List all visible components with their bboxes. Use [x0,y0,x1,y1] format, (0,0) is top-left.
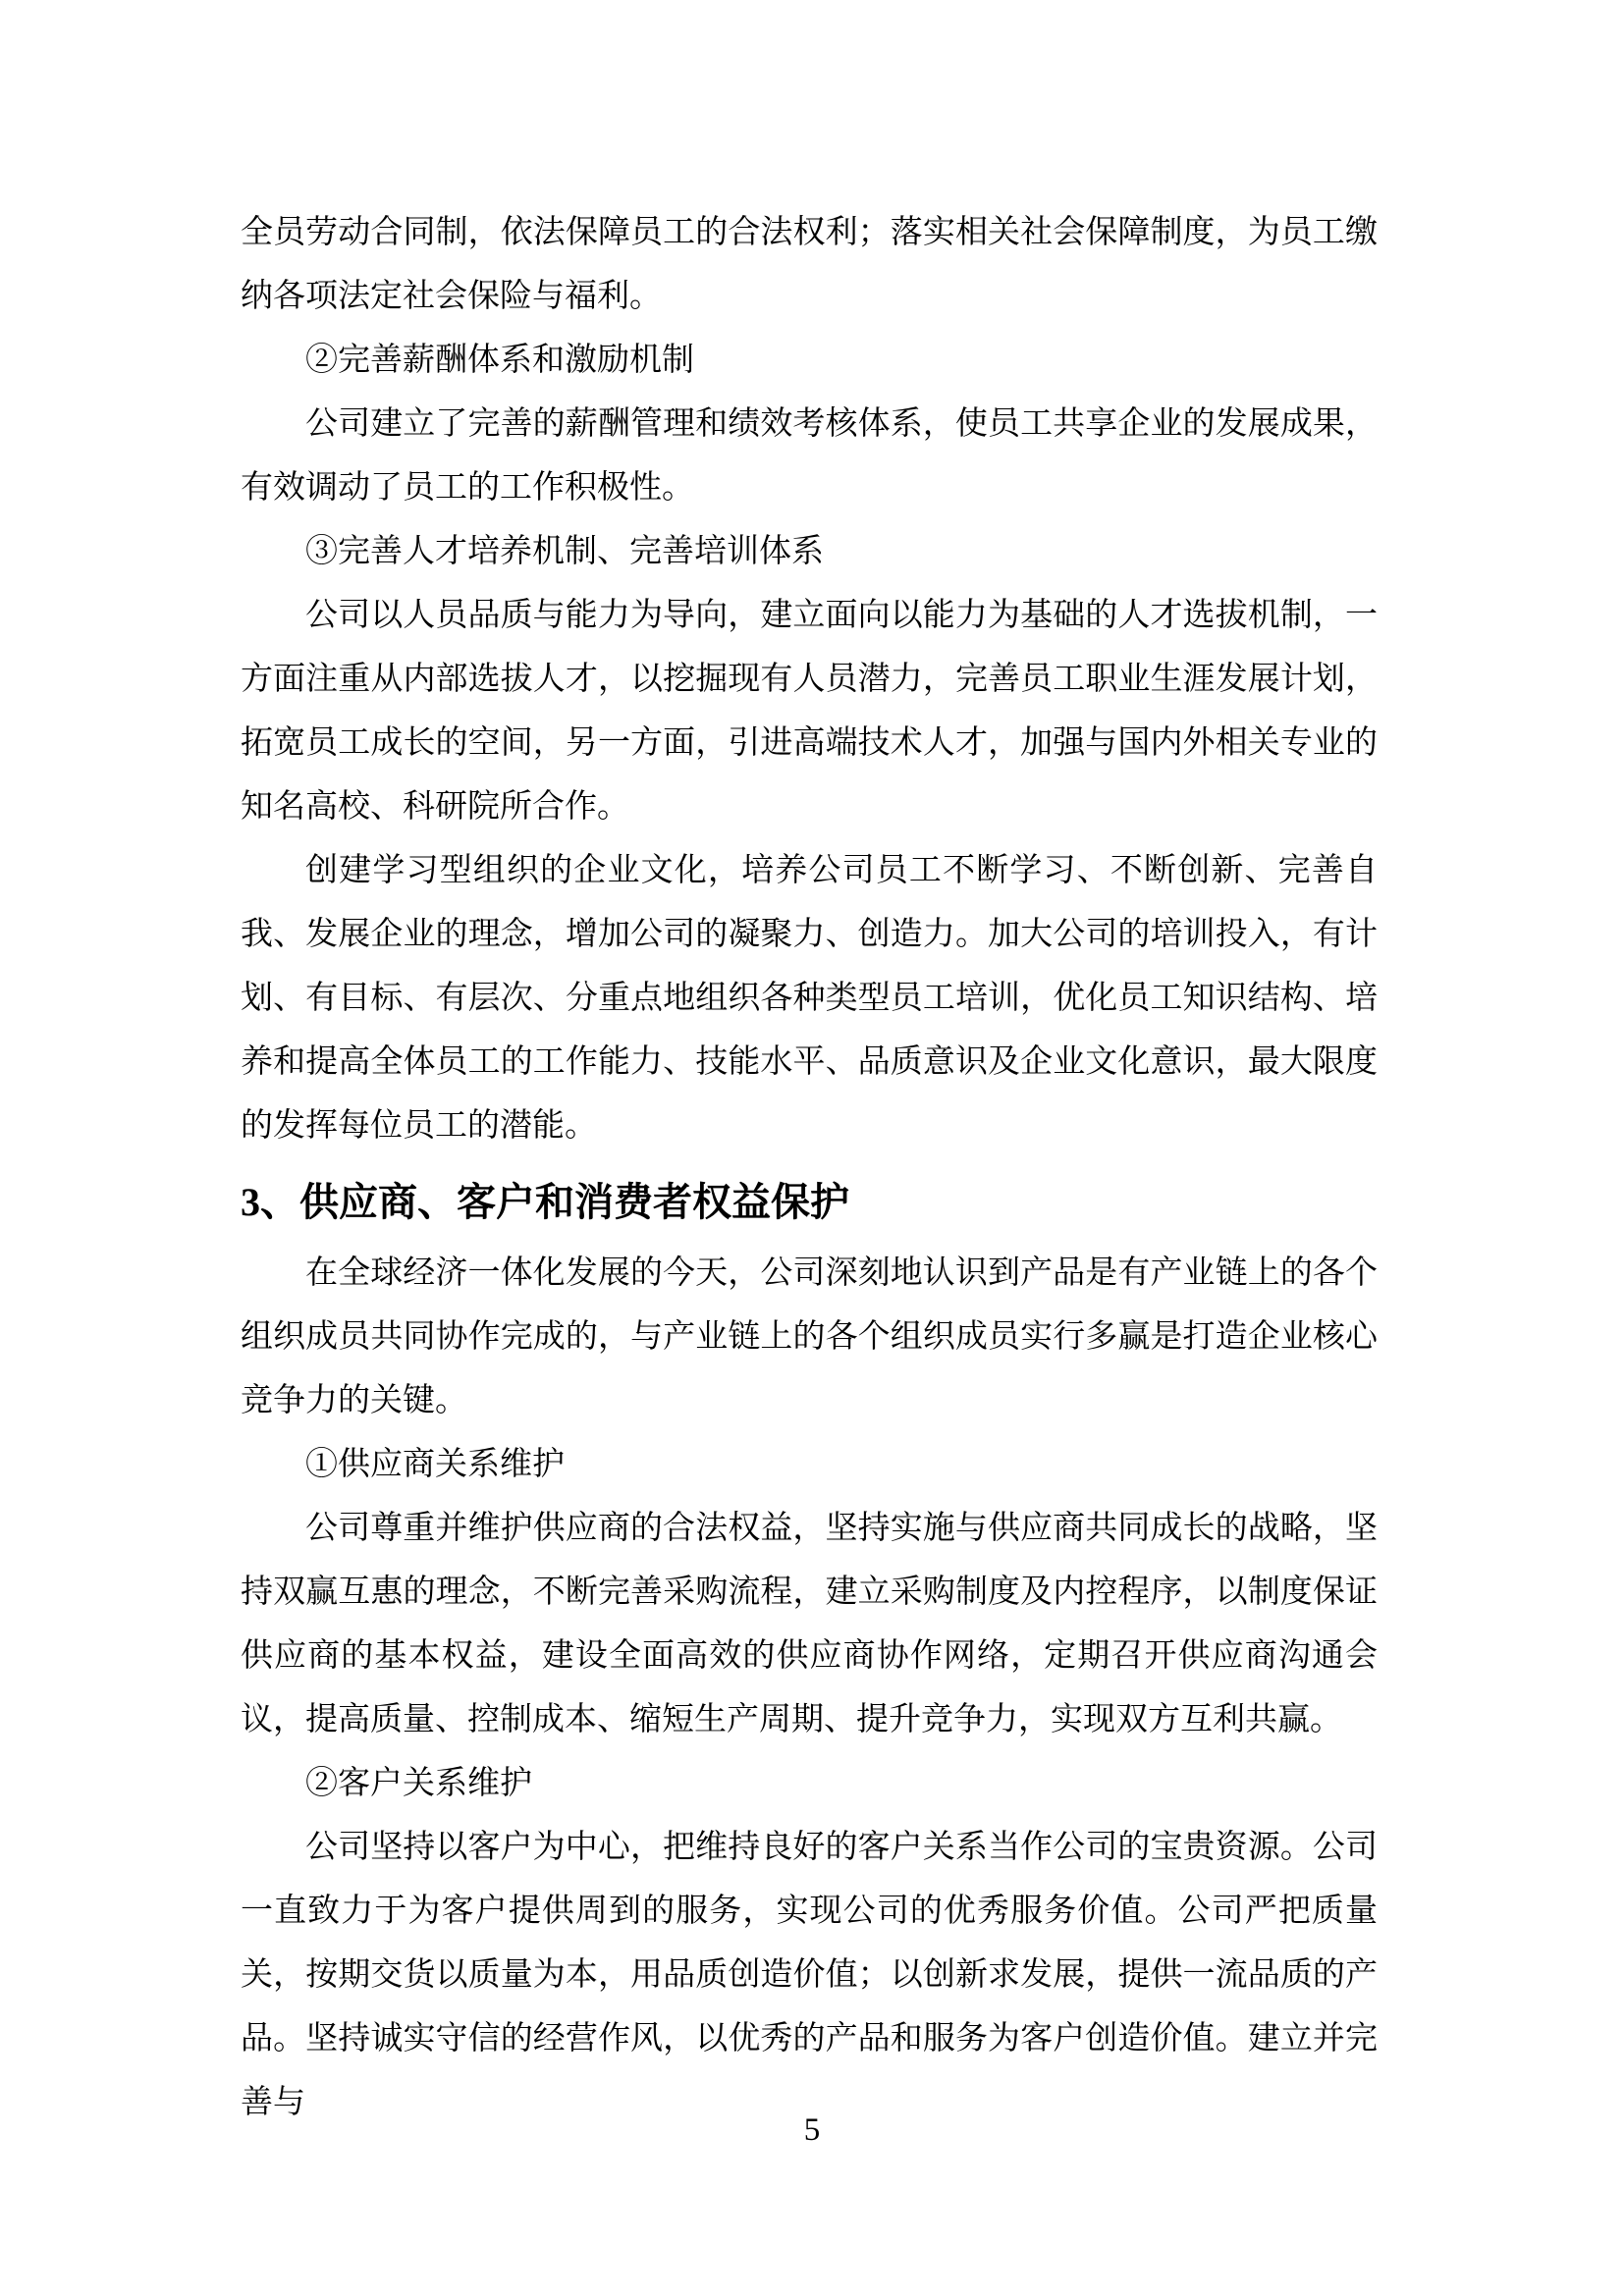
paragraph: 公司以人员品质与能力为导向，建立面向以能力为基础的人才选拔机制，一方面注重从内部选拔人才，以挖掘现有人员潜力，完善员工职业生涯发展计划，拓宽员工成长的空间，另一方面，引进高端技术人才，加强与国内外相关专业的知名高校、科研院所合作。 [241,598,1378,825]
paragraph: ③完善人才培养机制、完善培训体系 [305,534,824,569]
paragraph: ①供应商关系维护 [305,1447,565,1482]
paragraph: ②完善薪酬体系和激励机制 [305,343,694,378]
paragraph: 公司建立了完善的薪酬管理和绩效考核体系，使员工共享企业的发展成果，有效调动了员工的工作积极性。 [241,406,1378,506]
paragraph: ②客户关系维护 [305,1766,532,1801]
paragraph: 公司尊重并维护供应商的合法权益，坚持实施与供应商共同成长的战略，坚持双赢互惠的理念，不断完善采购流程，建立采购制度及内控程序，以制度保证供应商的基本权益，建设全面高效的供应商协作网络，定期召开供应商沟通会议，提高质量、控制成本、缩短生产周期、提升竞争力，实现双方互利共赢。 [241,1511,1378,1737]
paragraph: 在全球经济一体化发展的今天，公司深刻地认识到产品是有产业链上的各个组织成员共同协作完成的，与产业链上的各个组织成员实行多赢是打造企业核心竞争力的关键。 [241,1255,1378,1418]
paragraph-continuation: 全员劳动合同制，依法保障员工的合法权利；落实相关社会保障制度，为员工缴纳各项法定社会保险与福利。 [241,215,1378,314]
document-body [241,201,1378,2135]
paragraph: 公司坚持以客户为中心，把维持良好的客户关系当作公司的宝贵资源。公司一直致力于为客户提供周到的服务，实现公司的优秀服务价值。公司严把质量关，按期交货以质量为本，用品质创造价值；以创新求发展，提供一流品质的产品。坚持诚实守信的经营作风，以优秀的产品和服务为客户创造价值。建立并完善与 [241,1830,1378,2120]
paragraph: 创建学习型组织的企业文化，培养公司员工不断学习、不断创新、完善自我、发展企业的理念，增加公司的凝聚力、创造力。加大公司的培训投入，有计划、有目标、有层次、分重点地组织各种类型员工培训，优化员工知识结构、培养和提高全体员工的工作能力、技能水平、品质意识及企业文化意识，最大限度的发挥每位员工的潜能。 [241,853,1378,1144]
page-number: 5 [803,2112,821,2148]
page-footer [0,2110,1624,2150]
section-heading: 3、供应商、客户和消费者权益保护 [241,1180,849,1224]
